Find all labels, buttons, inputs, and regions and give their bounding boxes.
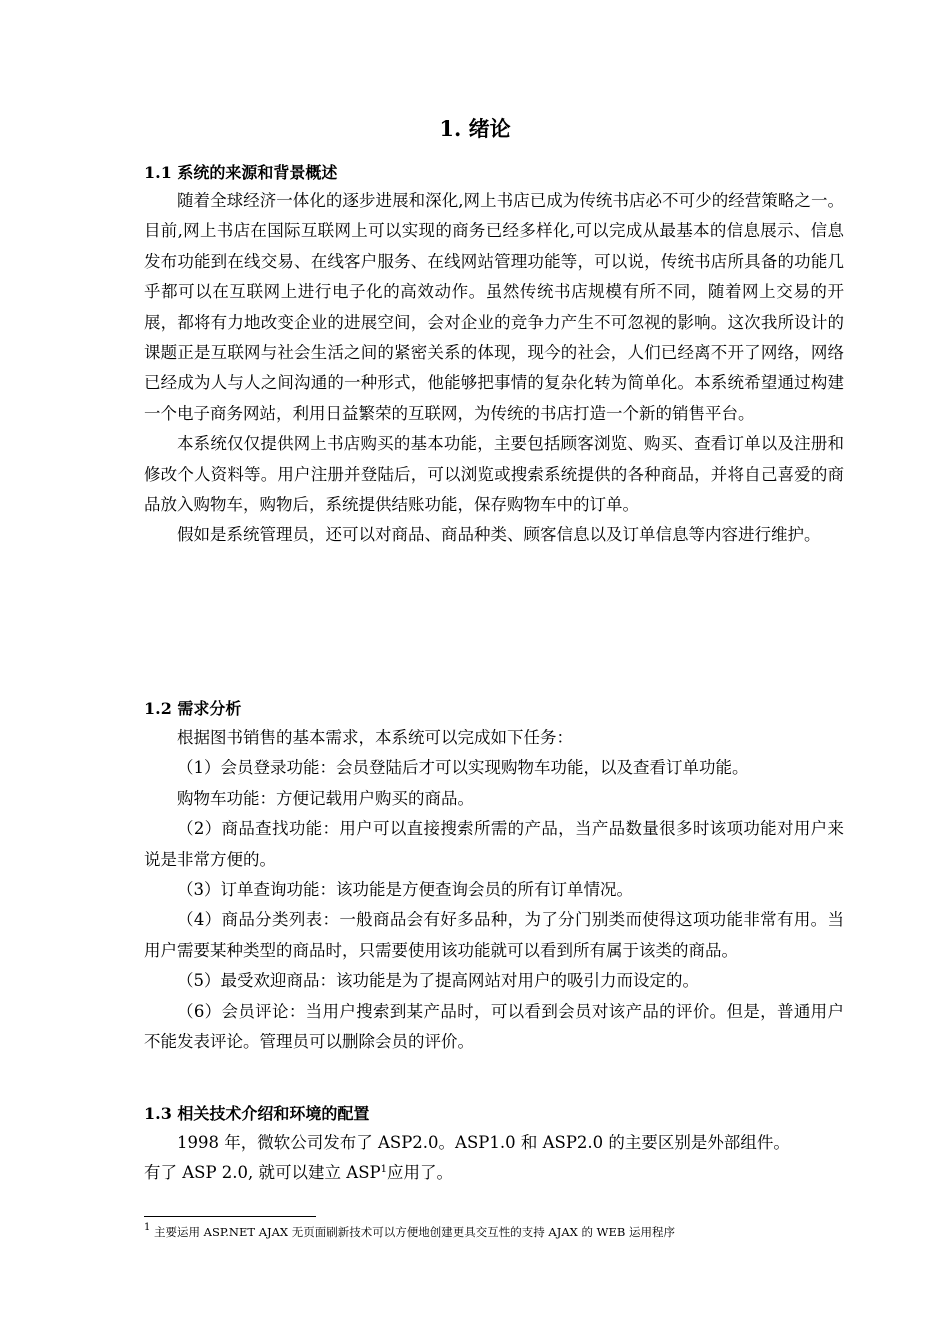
list-item: （3）订单查询功能：该功能是方便查询会员的所有订单情况。 xyxy=(177,880,633,900)
list-item: （5）最受欢迎商品：该功能是为了提高网站对用户的吸引力而设定的。 xyxy=(177,971,699,991)
list-item: （4）商品分类列表：一般商品会有好多品种，为了分门别类而使得这项功能非常有用。当用户需要某种类型的商品时，只需要使用该功能就可以看到所有属于该类的商品。 xyxy=(144,910,844,960)
paragraph: 本系统仅仅提供网上书店购买的基本功能，主要包括顾客浏览、购买、查看订单以及注册和修改个人资料等。用户注册并登陆后，可以浏览或搜索系统提供的各种商品，并将自己喜爱的商品放入购物车，购物后，系统提供结账功能，保存购物车中的订单。 xyxy=(144,434,844,515)
list-item: （6）会员评论：当用户搜索到某产品时，可以看到会员对该产品的评价。但是，普通用户不能发表评论。管理员可以删除会员的评价。 xyxy=(144,1001,844,1052)
paragraph: 1998 年，微软公司发布了 ASP2.0。ASP1.0 和 ASP2.0 的主要区别是外部组件。 xyxy=(177,1133,790,1152)
section-heading-1-2: 1.2 需求分析 xyxy=(144,699,242,718)
chapter-title: 1. 绪论 xyxy=(439,116,511,141)
list-item: （2）商品查找功能：用户可以直接搜索所需的产品，当产品数量很多时该项功能对用户来说是非常方便的。 xyxy=(144,819,844,869)
paragraph: 假如是系统管理员，还可以对商品、商品种类、顾客信息以及订单信息等内容进行维护。 xyxy=(177,525,821,545)
list-item: 购物车功能：方便记载用户购买的商品。 xyxy=(177,788,474,808)
list-item: （1）会员登录功能：会员登陆后才可以实现购物车功能，以及查看订单功能。 xyxy=(177,758,749,778)
paragraph: 随着全球经济一体化的逐步进展和深化,网上书店已成为传统书店必不可少的经营策略之一。目前,网上书店在国际互联网上可以实现的商务已经多样化,可以完成从最基本的信息展示、信息发布功能到在线交易、在线客户服务、在线网站管理功能等，可以说，传统书店所具备的功能几乎都可以在互联网上进行电子化的高效动作。虽然传统书店规模有所不同，随着网上交易的开展，都将有力地改变企业的进展空间，会对企业的竞争力产生不可忽视的影响。这次我所设计的课题正是互联网与社会生活之间的紧密关系的体现，现今的社会，人们已经离不开了网络，网络已经成为人与人之间沟通的一种形式，他能够把事情的复杂化转为简单化。本系统希望通过构建一个电子商务网站，利用日益繁荣的互联网，为传统的书店打造一个新的销售平台。 xyxy=(144,191,844,423)
paragraph xyxy=(144,1158,844,1188)
section-heading-1-3: 1.3 相关技术介绍和环境的配置 xyxy=(144,1104,370,1123)
section-1-3-body xyxy=(144,1128,844,1189)
footnote-mark: 1 xyxy=(144,1222,151,1233)
footnote xyxy=(144,1223,844,1241)
footnote-divider xyxy=(144,1216,316,1217)
paragraph-text: 有了 ASP 2.0, 就可以建立 ASP xyxy=(144,1163,381,1183)
paragraph: 根据图书销售的基本需求，本系统可以完成如下任务： xyxy=(177,728,573,747)
section-1-2-body xyxy=(144,723,844,1057)
paragraph-text: 应用了。 xyxy=(386,1163,453,1183)
footnote-reference: 1 xyxy=(380,1164,387,1176)
footnote-text: 主要运用 ASP.NET AJAX 无页面刷新技术可以方便地创建更具交互性的支持 AJAX 的 WEB 运用程序 xyxy=(150,1225,675,1239)
section-heading-1-1: 1.1 系统的来源和背景概述 xyxy=(144,163,338,182)
section-1-1-body xyxy=(144,186,844,551)
